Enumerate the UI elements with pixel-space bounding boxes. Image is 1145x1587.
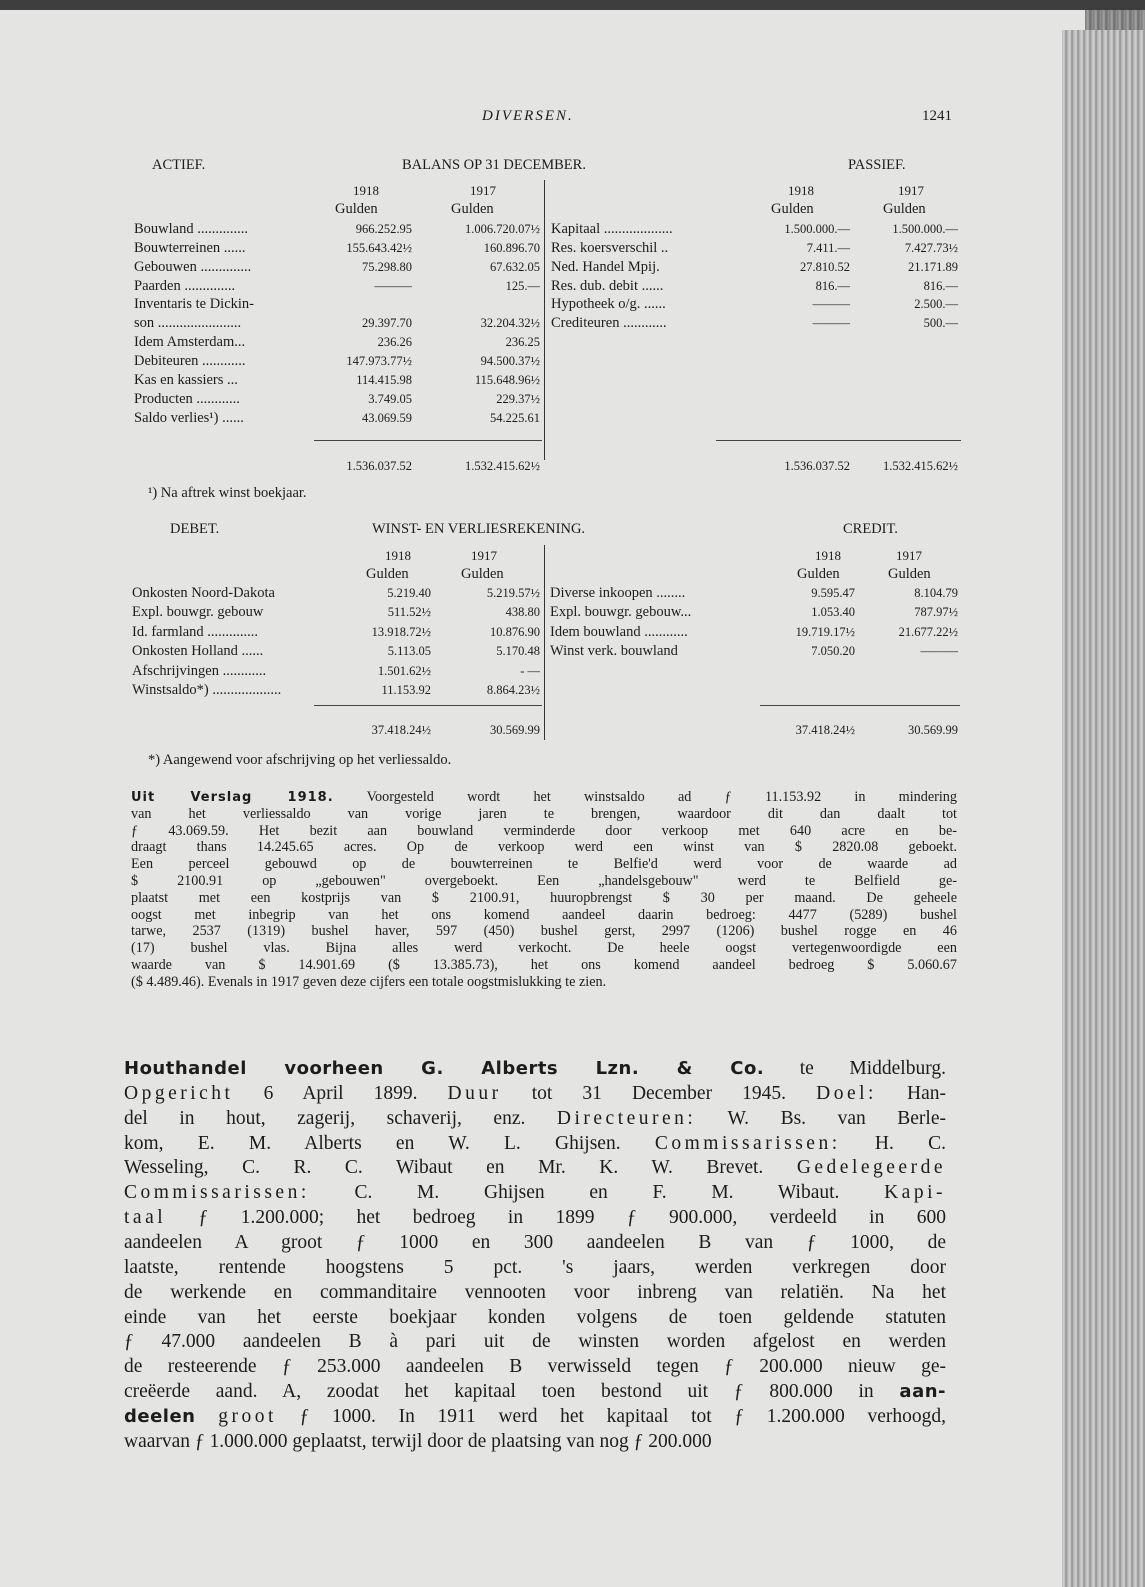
value-1918: 236.26 bbox=[377, 335, 412, 350]
balans-right-heading: PASSIEF. bbox=[848, 157, 906, 173]
verslag-line bbox=[131, 840, 957, 854]
winst-right-heading: CREDIT. bbox=[843, 521, 898, 537]
text: W. Bs. van Berle- bbox=[696, 1107, 946, 1129]
houthandel-line bbox=[124, 1233, 946, 1253]
verslag-text: waarde van $ 14.901.69 ($ 13.385.73), het ons komend aandeel bedroeg $ 5.060.67 bbox=[131, 957, 957, 973]
winst-title: WINST- EN VERLIESREKENING. bbox=[372, 521, 586, 537]
houthandel-line bbox=[124, 1332, 946, 1352]
spaced-term: Directeuren: bbox=[556, 1107, 697, 1129]
text: Han- bbox=[876, 1082, 947, 1104]
value-1918: 1.500.000.— bbox=[784, 222, 850, 236]
spaced-term: taal bbox=[124, 1207, 167, 1229]
value-1918: 5.219.40 bbox=[387, 586, 431, 600]
row-label: Winstsaldo*) ................... bbox=[132, 682, 282, 698]
bold-text: deelen bbox=[124, 1405, 196, 1427]
page-number: 1241 bbox=[922, 108, 952, 124]
value-1917: 438.80 bbox=[505, 605, 540, 620]
winst-right-rule bbox=[760, 705, 960, 706]
row-label: Paarden .............. bbox=[134, 277, 236, 294]
verslag-line bbox=[131, 958, 957, 972]
row-label: Expl. bouwgr. gebouw bbox=[132, 604, 264, 621]
bold-text: aan- bbox=[899, 1381, 946, 1403]
value-1917: 54.225.61 bbox=[490, 410, 540, 425]
value-1918: 1.501.62½ bbox=[377, 663, 431, 678]
running-title: DIVERSEN. bbox=[482, 108, 574, 124]
value-1918: 114.415.98 bbox=[356, 372, 412, 387]
row-label: Ned. Handel Mpij. bbox=[551, 258, 660, 275]
value-1917: 2.500.— bbox=[914, 297, 958, 312]
col-year: 1917 bbox=[471, 548, 497, 563]
row-label: Idem bouwland ............ bbox=[550, 623, 688, 640]
verslag-line bbox=[131, 874, 957, 888]
verslag-line bbox=[131, 975, 957, 989]
verslag-text: Voorgesteld wordt het winstsaldo ad ƒ 11.153.92 in mindering bbox=[333, 789, 957, 805]
total-1917: 1.532.415.62½ bbox=[465, 459, 540, 473]
verslag-lead: Uit Verslag 1918. bbox=[131, 790, 334, 805]
houthandel-line bbox=[124, 1283, 946, 1303]
value-1917: 115.648.96½ bbox=[474, 372, 540, 387]
value-1918: 7.050.20 bbox=[811, 644, 855, 659]
spaced-term: groot bbox=[218, 1405, 277, 1427]
total-1917: 1.532.415.62½ bbox=[883, 459, 958, 473]
text: tot 31 December 1945. bbox=[501, 1082, 817, 1104]
value-1918: 13.918.72½ bbox=[371, 624, 431, 639]
houthandel-line bbox=[124, 1059, 946, 1079]
total-1917: 30.569.99 bbox=[490, 723, 540, 737]
verslag-text: van het verliessaldo van vorige jaren te brengen, waardoor dit dan daalt tot bbox=[131, 805, 957, 822]
value-1918: 43.069.59 bbox=[362, 410, 412, 425]
value-1918: 3.749.05 bbox=[368, 391, 412, 406]
row-label: Onkosten Noord-Dakota bbox=[132, 585, 275, 601]
value-1918: 19.719.17½ bbox=[795, 624, 855, 639]
col-year: 1917 bbox=[896, 548, 922, 563]
row-label: Diverse inkoopen ........ bbox=[550, 585, 686, 601]
houthandel-line bbox=[124, 1208, 946, 1228]
col-unit: Gulden bbox=[451, 201, 494, 217]
value-1918: 816.— bbox=[815, 278, 850, 293]
value-1917: 94.500.37½ bbox=[480, 353, 540, 368]
value-1918: 9.595.47 bbox=[811, 586, 855, 600]
value-1917: 10.876.90 bbox=[490, 624, 540, 639]
balans-title: BALANS OP 31 DECEMBER. bbox=[402, 157, 586, 173]
spaced-term: Opgericht bbox=[124, 1082, 234, 1104]
col-unit: Gulden bbox=[797, 566, 840, 582]
balans-left-heading: ACTIEF. bbox=[152, 157, 206, 173]
row-label: Debiteuren ............ bbox=[134, 352, 246, 369]
value-1918: 29.397.70 bbox=[362, 316, 412, 331]
value-1918: 155.643.42½ bbox=[346, 240, 412, 255]
text: ƒ 1000. In 1911 werd het kapitaal tot ƒ 1.200.000 verhoogd, bbox=[276, 1405, 947, 1427]
value-1917: 787.97½ bbox=[914, 605, 958, 620]
verslag-line bbox=[131, 924, 957, 938]
verslag-text: plaatst met een kostprijs van $ 2100.91, huuropbrengst $ 30 per maand. De geheele bbox=[131, 889, 957, 906]
row-label: Winst verk. bouwland bbox=[550, 643, 678, 660]
houthandel-line bbox=[124, 1183, 946, 1203]
text: de resteerende ƒ 253.000 aandeelen B verwisseld tegen ƒ 200.000 nieuw ge- bbox=[124, 1356, 946, 1378]
row-label: Bouwterreinen ...... bbox=[134, 239, 246, 256]
col-year: 1918 bbox=[815, 548, 841, 563]
value-1918: 11.153.92 bbox=[381, 683, 431, 697]
value-1917: 1.500.000.— bbox=[892, 222, 958, 236]
value-1917: 1.006.720.07½ bbox=[465, 222, 540, 236]
value-1917: - — bbox=[520, 663, 540, 678]
value-1917: 125.— bbox=[505, 278, 540, 293]
houthandel-line bbox=[124, 1308, 946, 1328]
verslag-text: tarwe, 2537 (1319) bushel haver, 597 (450) bushel gerst, 2997 (1206) bushel rogge en 46 bbox=[131, 923, 957, 940]
row-label: Bouwland .............. bbox=[134, 221, 248, 237]
text: de werkende en commanditaire vennooten voor inbreng van relatiën. Na het bbox=[124, 1281, 946, 1303]
text: 6 April 1899. bbox=[233, 1082, 448, 1104]
value-1917: 5.219.57½ bbox=[486, 586, 540, 600]
verslag-text: $ 2100.91 op „gebouwen" overgeboekt. Een „handelsgebouw" werd te Belfield ge- bbox=[131, 873, 957, 889]
houthandel-line bbox=[124, 1432, 946, 1452]
value-1918: 5.113.05 bbox=[387, 644, 431, 659]
spaced-term: Gedelegeerde bbox=[796, 1157, 946, 1179]
total-1918: 37.418.24½ bbox=[795, 723, 855, 737]
bold-text: Houthandel voorheen G. Alberts Lzn. & Co. bbox=[124, 1058, 765, 1079]
houthandel-line bbox=[124, 1357, 946, 1377]
text: aandeelen A groot ƒ 1000 en 300 aandeelen B van ƒ 1000, de bbox=[124, 1231, 946, 1253]
book-edge-pages bbox=[1062, 30, 1145, 1587]
value-1918: 147.973.77½ bbox=[346, 353, 412, 368]
value-1918: 27.810.52 bbox=[800, 259, 850, 274]
value-1918: 966.252.95 bbox=[355, 222, 412, 236]
value-1918: 75.298.80 bbox=[362, 259, 412, 274]
value-1917: 5.170.48 bbox=[496, 644, 540, 659]
text: te Middelburg. bbox=[764, 1058, 946, 1079]
value-1918: ——— bbox=[812, 316, 850, 331]
col-unit: Gulden bbox=[771, 201, 814, 217]
value-1918: ——— bbox=[812, 297, 850, 312]
verslag-line bbox=[131, 908, 957, 922]
verslag-text: (17) bushel vlas. Bijna alles werd verkocht. De heele oogst vertegenwoordigde een bbox=[131, 940, 957, 957]
verslag-text: ƒ 43.069.59. Het bezit aan bouwland verminderde door verkoop met 640 acre en be- bbox=[131, 822, 957, 839]
text: ƒ 47.000 aandeelen B à pari uit de winsten worden afgelost en werden bbox=[124, 1331, 946, 1353]
houthandel-line bbox=[124, 1134, 946, 1154]
houthandel-line bbox=[124, 1084, 946, 1104]
col-year: 1918 bbox=[353, 183, 379, 198]
spaced-term: Duur bbox=[447, 1082, 502, 1104]
col-unit: Gulden bbox=[335, 201, 378, 217]
winst-left-heading: DEBET. bbox=[170, 521, 220, 537]
winst-left-rule bbox=[314, 705, 542, 706]
value-1917: 229.37½ bbox=[496, 391, 540, 406]
row-label: Expl. bouwgr. gebouw... bbox=[550, 604, 692, 621]
balans-left-rule bbox=[314, 440, 542, 441]
value-1918: 511.52½ bbox=[387, 605, 431, 620]
value-1917: 160.896.70 bbox=[483, 240, 540, 255]
row-label: Crediteuren ............ bbox=[551, 315, 667, 332]
total-1918: 37.418.24½ bbox=[371, 723, 431, 737]
row-label: Hypotheek o/g. ...... bbox=[551, 296, 666, 313]
spaced-term: Doel: bbox=[816, 1082, 877, 1104]
balans-footnote: ¹) Na aftrek winst boekjaar. bbox=[148, 485, 307, 501]
text: C. M. Ghijsen en F. M. Wibaut. bbox=[309, 1182, 885, 1204]
row-label: Res. koersverschil .. bbox=[551, 239, 669, 256]
text: H. C. bbox=[840, 1132, 946, 1154]
value-1918: ——— bbox=[374, 278, 412, 293]
total-1918: 1.536.037.52 bbox=[784, 459, 850, 473]
houthandel-line bbox=[124, 1109, 946, 1129]
verslag-line bbox=[131, 807, 957, 821]
value-1917: 236.25 bbox=[505, 335, 540, 350]
value-1917: 500.— bbox=[923, 316, 958, 331]
verslag-text: ($ 4.489.46). Evenals in 1917 geven deze cijfers een totale oogstmislukking te zien. bbox=[131, 973, 607, 990]
value-1917: ——— bbox=[920, 644, 958, 659]
spaced-term: Commissarissen: bbox=[654, 1132, 841, 1154]
col-unit: Gulden bbox=[461, 566, 504, 582]
balans-right-rule bbox=[716, 440, 961, 441]
value-1917: 21.171.89 bbox=[908, 259, 958, 274]
value-1917: 21.677.22½ bbox=[898, 624, 958, 639]
row-label: Kapitaal ................... bbox=[551, 221, 673, 237]
row-label: Kas en kassiers ... bbox=[134, 371, 238, 388]
row-label: Id. farmland .............. bbox=[132, 623, 259, 640]
text bbox=[196, 1406, 219, 1427]
value-1917: 7.427.73½ bbox=[904, 240, 958, 255]
value-1917: 816.— bbox=[923, 278, 958, 293]
col-year: 1917 bbox=[898, 183, 924, 198]
text: ƒ 1.200.000; het bedroeg in 1899 ƒ 900.000, verdeeld in 600 bbox=[166, 1207, 946, 1229]
row-label: Idem Amsterdam... bbox=[134, 334, 246, 351]
verslag-line bbox=[131, 891, 957, 905]
row-label: son ....................... bbox=[134, 315, 242, 332]
value-1918: 1.053.40 bbox=[811, 605, 855, 620]
verslag-text: draagt thans 14.245.65 acres. Op de verkoop werd een winst van $ 2820.08 geboekt. bbox=[131, 839, 957, 856]
value-1917: 8.864.23½ bbox=[486, 683, 540, 697]
col-year: 1918 bbox=[788, 183, 814, 198]
text: kom, E. M. Alberts en W. L. Ghijsen. bbox=[124, 1132, 655, 1154]
text: del in hout, zagerij, schaverij, enz. bbox=[124, 1107, 557, 1129]
verslag-text: oogst met inbegrip van het ons komend aandeel daarin bedroeg: 4477 (5289) bushel bbox=[131, 906, 957, 923]
row-label: Afschrijvingen ............ bbox=[132, 662, 267, 679]
col-year: 1917 bbox=[470, 183, 496, 198]
balans-divider bbox=[544, 180, 545, 460]
text: waarvan ƒ 1.000.000 geplaatst, terwijl door de plaatsing van nog ƒ 200.000 bbox=[124, 1430, 712, 1452]
col-unit: Gulden bbox=[888, 566, 931, 582]
value-1917: 67.632.05 bbox=[490, 259, 540, 274]
houthandel-line bbox=[124, 1258, 946, 1278]
row-label: Onkosten Holland ...... bbox=[132, 643, 264, 660]
total-1917: 30.569.99 bbox=[908, 723, 958, 737]
value-1918: 7.411.— bbox=[806, 240, 850, 255]
spaced-term: Commissarissen: bbox=[124, 1182, 310, 1204]
houthandel-line bbox=[124, 1382, 946, 1402]
row-label: Inventaris te Dickin- bbox=[134, 296, 254, 313]
row-label: Producten ............ bbox=[134, 390, 240, 407]
text: laatste, rentende hoogstens 5 pct. 's jaars, werden verkregen door bbox=[124, 1256, 946, 1278]
value-1917: 32.204.32½ bbox=[480, 316, 540, 331]
row-label: Res. dub. debit ...... bbox=[551, 277, 664, 294]
verslag-line bbox=[131, 790, 957, 804]
winst-footnote: *) Aangewend voor afschrijving op het verliessaldo. bbox=[148, 752, 452, 768]
text: Wesseling, C. R. C. Wibaut en Mr. K. W. Brevet. bbox=[124, 1157, 797, 1179]
value-1917: 8.104.79 bbox=[914, 586, 958, 600]
houthandel-line bbox=[124, 1407, 946, 1427]
col-unit: Gulden bbox=[883, 201, 926, 217]
text: creëerde aand. A, zoodat het kapitaal toen bestond uit ƒ 800.000 in bbox=[124, 1381, 900, 1403]
houthandel-line bbox=[124, 1158, 946, 1178]
spaced-term: Kapi- bbox=[884, 1182, 946, 1204]
total-1918: 1.536.037.52 bbox=[346, 459, 412, 473]
verslag-line bbox=[131, 941, 957, 955]
row-label: Gebouwen .............. bbox=[134, 258, 252, 275]
col-unit: Gulden bbox=[366, 566, 409, 582]
row-label: Saldo verlies¹) ...... bbox=[134, 409, 244, 426]
verslag-text: Een perceel gebouwd op de bouwterreinen te Belfie'd werd voor de waarde ad bbox=[131, 856, 957, 873]
col-year: 1918 bbox=[385, 548, 411, 563]
text: einde van het eerste boekjaar konden volgens de toen geldende statuten bbox=[124, 1306, 946, 1328]
winst-divider bbox=[544, 545, 545, 740]
verslag-line bbox=[131, 824, 957, 838]
verslag-line bbox=[131, 857, 957, 871]
